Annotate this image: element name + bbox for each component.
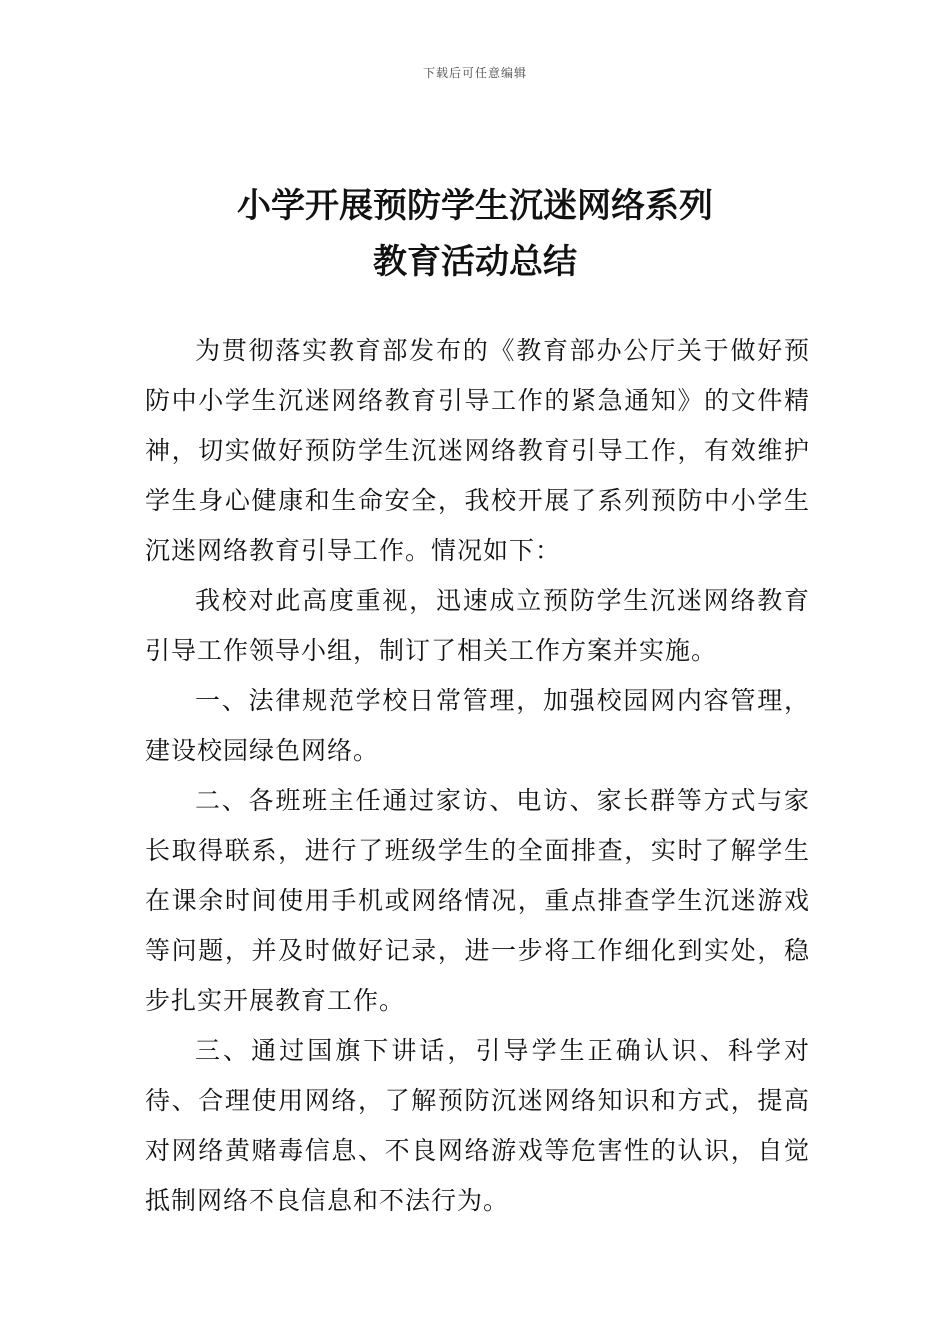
header-note: 下载后可任意编辑 <box>422 66 527 80</box>
title-line-1: 小学开展预防学生沉迷网络系列 <box>237 186 713 226</box>
paragraph-intro: 为贯彻落实教育部发布的《教育部办公厅关于做好预防中小学生沉迷网络教育引导工作的紧急通知》的文件精神，切实做好预防学生沉迷网络教育引导工作，有效维护学生身心健康和生命安全，我校开展了系列预防中小学生沉迷网络教育引导工作。情况如下： <box>145 336 810 565</box>
document-body <box>145 326 810 1226</box>
paragraph-leadership: 我校对此高度重视，迅速成立预防学生沉迷网络教育引导工作领导小组，制订了相关工作方案并实施。 <box>145 586 810 665</box>
title-line-2: 教育活动总结 <box>373 242 577 282</box>
paragraph-item-1: 一、法律规范学校日常管理，加强校园网内容管理，建设校园绿色网络。 <box>145 686 810 765</box>
paragraph-item-2: 二、各班班主任通过家访、电访、家长群等方式与家长取得联系，进行了班级学生的全面排查，实时了解学生在课余时间使用手机或网络情况，重点排查学生沉迷游戏等问题，并及时做好记录，进一步将工作细化到实处，稳步扎实开展教育工作。 <box>145 786 810 1015</box>
document-title <box>0 178 950 290</box>
paragraph-item-3: 三、通过国旗下讲话，引导学生正确认识、科学对待、合理使用网络，了解预防沉迷网络知识和方式，提高对网络黄赌毒信息、不良网络游戏等危害性的认识，自觉抵制网络不良信息和不法行为。 <box>145 1036 810 1215</box>
